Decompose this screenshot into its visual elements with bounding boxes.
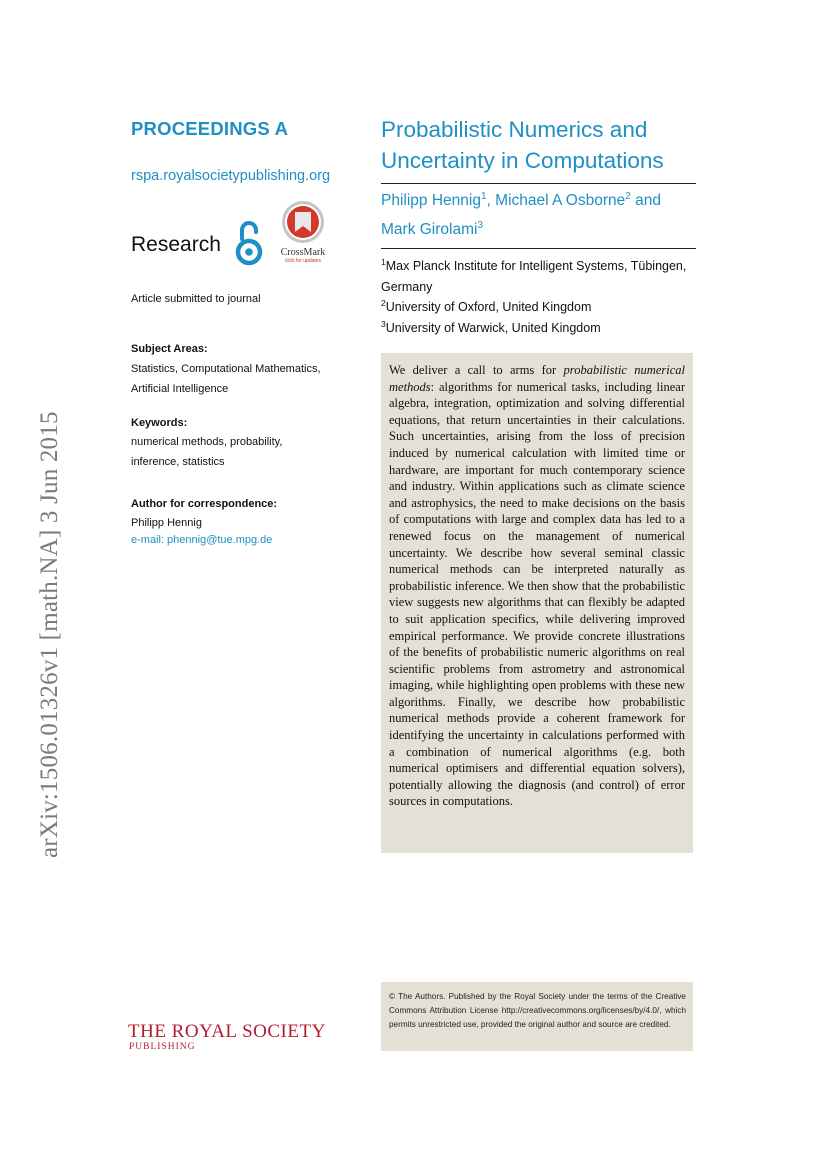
author-list bbox=[381, 186, 701, 244]
correspondence-email-link[interactable]: e-mail: phennig@tue.mpg.de bbox=[131, 534, 273, 546]
subject-areas-heading: Subject Areas: bbox=[131, 343, 208, 355]
open-access-icon bbox=[234, 219, 264, 267]
section-label: Research bbox=[131, 233, 221, 256]
author-separator: , bbox=[486, 192, 496, 209]
submission-note: Article submitted to journal bbox=[131, 293, 261, 305]
journal-url-link[interactable]: rspa.royalsocietypublishing.org bbox=[131, 168, 331, 184]
abstract-emphasis: probabilistic numerical methods bbox=[389, 363, 685, 394]
author-affiliation-mark: 3 bbox=[477, 220, 484, 231]
keywords-heading: Keywords: bbox=[131, 417, 188, 429]
author-affiliation-mark: 2 bbox=[625, 191, 631, 202]
author-name: Mark Girolami bbox=[381, 221, 478, 238]
affiliation-text: Max Planck Institute for Intelligent Systems, Tübingen, Germany bbox=[381, 259, 687, 294]
journal-name: PROCEEDINGS A bbox=[131, 118, 289, 139]
author-affiliation-mark: 1 bbox=[480, 191, 487, 202]
affiliation-item bbox=[381, 256, 711, 297]
crossmark-label: CrossMark bbox=[280, 247, 326, 258]
arxiv-stamp: arXiv:1506.01326v1 [math.NA] 3 Jun 2015 bbox=[36, 411, 63, 858]
abstract-lead: We deliver a call to arms for bbox=[389, 363, 564, 377]
author-name: Philipp Hennig bbox=[381, 192, 481, 209]
affiliation-item bbox=[381, 297, 711, 318]
affiliation-mark: 2 bbox=[381, 298, 386, 308]
crossmark-sublabel[interactable]: click for updates bbox=[284, 258, 322, 264]
affiliation-text: University of Oxford, United Kingdom bbox=[385, 300, 592, 314]
authors-rule bbox=[381, 248, 696, 249]
publisher-logo-sub: PUBLISHING bbox=[129, 1042, 196, 1052]
abstract-body: : algorithms for numerical tasks, including linear algebra, integration, optimization and solving differential equations, that return uncertainties in their calculations. Such uncertainties, arising from the loss of precision induced by numerical calculation with limited time or hardware, are important for much contemporary science and industry. Within applications such as climate science and astrophysics, the need to make decisions on the basis of computations with large and complex data has led to a renewed focus on the management of numerical uncertainty. We describe how several seminal classic numerical methods can be interpreted naturally as probabilistic inference. We then show that the probabilistic view suggests new algorithms that can flexibly be adapted to suit application specifics, while delivering improved empirical performance. We provide concrete illustrations of the benefits of probabilistic numeric algorithms on real scientific problems from astrometry and astronomical imaging, while highlighting open problems with these new algorithms. Finally, we describe how probabilistic numerical methods provide a coherent framework for identifying the uncertainty in calculations performed with a combination of numerical algorithms (e.g. both numerical optimisers and differential equation solvers), potentially allowing the diagnosis (and control) of error sources in computations. bbox=[389, 379, 685, 809]
abstract-text bbox=[389, 362, 685, 810]
author-separator: and bbox=[630, 192, 661, 209]
affiliation-item bbox=[381, 318, 711, 339]
paper-title: Probabilistic Numerics and Uncertainty in Computations bbox=[381, 117, 664, 173]
correspondence-name: Philipp Hennig bbox=[131, 517, 202, 529]
subject-areas-text: Statistics, Computational Mathematics, Artificial Intelligence bbox=[131, 363, 321, 395]
correspondence-heading: Author for correspondence: bbox=[131, 498, 278, 510]
affiliation-mark: 3 bbox=[381, 319, 386, 329]
author-name: Michael A Osborne bbox=[495, 192, 626, 209]
license-text: © The Authors. Published by the Royal Society under the terms of the Creative Commons Attribution License http://creativecommons.org/licenses/by/4.0/, which permits unrestricted use, provided the original author and source are credited. bbox=[389, 992, 686, 1029]
publisher-logo-name: THE ROYAL SOCIETY bbox=[128, 1021, 326, 1042]
affiliation-mark: 1 bbox=[381, 257, 386, 267]
affiliation-text: University of Warwick, United Kingdom bbox=[385, 321, 601, 335]
keywords-text: numerical methods, probability, inference, statistics bbox=[131, 436, 283, 468]
title-rule bbox=[381, 183, 696, 184]
